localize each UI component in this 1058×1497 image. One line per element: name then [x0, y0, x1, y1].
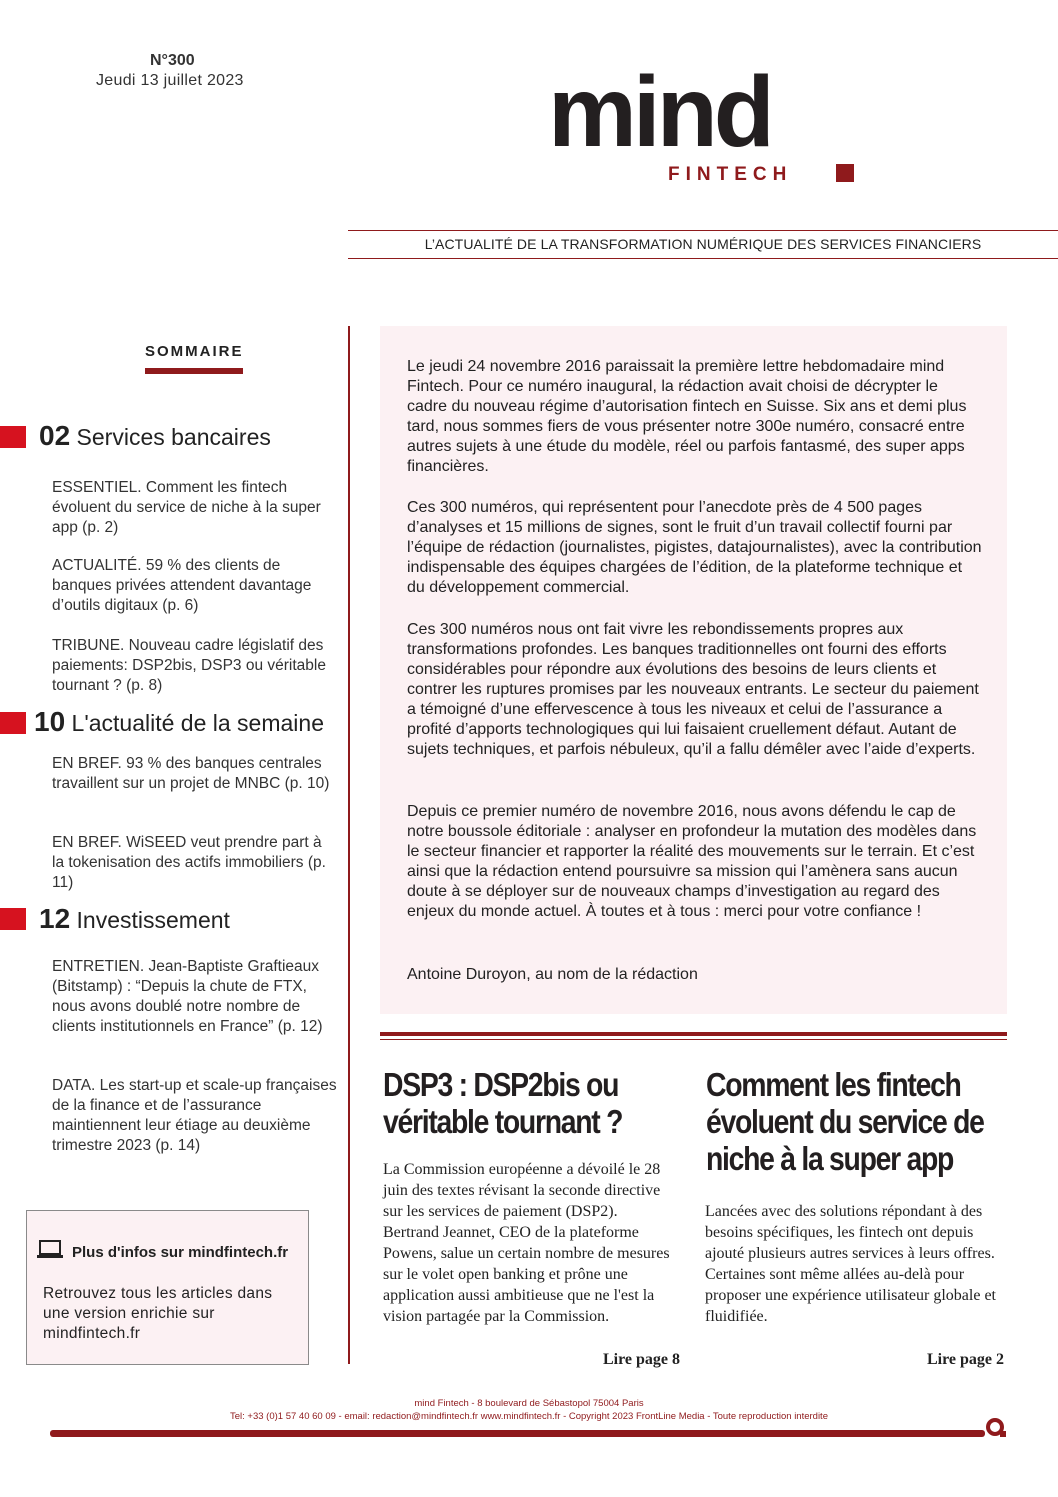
section-heading-actualite[interactable] [34, 706, 324, 738]
column-divider [348, 326, 350, 1364]
footer-bar [50, 1430, 985, 1437]
logo-subtitle: FINTECH [668, 164, 793, 185]
article-headline[interactable]: DSP3 : DSP2bis ou véritable tournant ? [383, 1066, 623, 1140]
editorial-paragraph: Le jeudi 24 novembre 2016 paraissait la première lettre hebdomadaire mind Fintech. Pour ce numéro inaugural, la rédaction avait choisi de décrypter le cadre du nouveau régime d’autorisation fintech en Suisse. Six ans et demi plus tard, nous sommes fiers de vous présenter notre 300e numéro, consacré entre autres sujets à une étude du modèle, réel ou parfois fantasmé, des super apps financières. [407, 358, 967, 475]
article-headline[interactable]: Comment les fintech évoluent du service de niche à la super app [706, 1066, 984, 1177]
editorial-paragraph: Depuis ce premier numéro de novembre 2016, nous avons défendu le cap de notre boussole éditoriale : analyser en profondeur la mutation des modèles dans le secteur financier et rapporter la réalité des mouvements sur le terrain. Et c’est ainsi que la rédaction entend poursuivre sa mission qui l’amènera sans aucun doute à se déployer sur de nouveaux champs d’investigation au regard des enjeux du monde actuel. À toutes et à tous : merci pour votre confiance ! [407, 803, 977, 920]
toc-item[interactable]: DATA. Les start-up et scale-up françaises de la finance et de l’assurance maintiennent leur étiage au deuxième trimestre 2023 (p. 14) [52, 1077, 337, 1154]
issue-date: Jeudi 13 juillet 2023 [96, 72, 244, 89]
section-rule [380, 1032, 1007, 1036]
section-marker-icon [0, 712, 26, 734]
section-title: L'actualité de la semaine [71, 710, 324, 736]
footer-address: mind Fintech - 8 boulevard de Sébastopol 75004 Paris [414, 1398, 644, 1409]
footer-contact[interactable]: Tel: +33 (0)1 57 40 60 09 - email: redaction@mindfintech.fr www.mindfintech.fr - Copyright 2023 FrontLine Media - Toute reproduction interdite [230, 1411, 828, 1422]
toc-item[interactable]: ESSENTIEL. Comment les fintech évoluent du service de niche à la super app (p. 2) [52, 479, 321, 536]
section-number: 02 [39, 420, 71, 451]
article-body: Lancées avec des solutions répondant à des besoins spécifiques, les fintech ont depuis ajouté plusieurs autres services à leurs offres. Certaines sont même allées au-delà pour proposer une expérience utilisateur globale et fluidifiée. [705, 1203, 996, 1325]
section-marker-icon [0, 426, 26, 448]
read-more-link[interactable]: Lire page 2 [927, 1351, 1005, 1368]
tagline: L’ACTUALITÉ DE LA TRANSFORMATION NUMÉRIQUE DES SERVICES FINANCIERS [424, 236, 982, 252]
info-heading[interactable]: Plus d'infos sur mindfintech.fr [72, 1244, 289, 1261]
section-number: 12 [39, 903, 71, 934]
section-title: Investissement [76, 907, 230, 933]
section-heading-investissement[interactable] [39, 903, 230, 935]
tagline-rule-bottom [348, 258, 1058, 259]
tagline-rule-top [348, 230, 1058, 231]
toc-item[interactable]: EN BREF. WiSEED veut prendre part à la tokenisation des actifs immobiliers (p. 11) [52, 834, 326, 891]
section-title: Services bancaires [76, 424, 271, 450]
toc-item[interactable]: ENTRETIEN. Jean-Baptiste Graftieaux (Bitstamp) : “Depuis la chute de FTX, nous avons doublé notre nombre de clients institutionnels en France” (p. 12) [52, 958, 323, 1035]
logo-square-icon [836, 164, 854, 182]
section-number: 10 [34, 706, 66, 737]
sommaire-title: SOMMAIRE [145, 343, 244, 360]
editorial-paragraph: Ces 300 numéros, qui représentent pour l’anecdote près de 4 500 pages d’analyses et 15 millions de signes, sont le fruit d’un travail collectif fourni par l’équipe de rédaction (journalistes, pigistes, datajournalistes), avec la contribution indispensable des équipes chargées de l’édition, de la plateforme technique et du développement commercial. [407, 499, 982, 596]
logo-wordmark: mind [548, 56, 771, 168]
sommaire-underline [145, 368, 243, 374]
toc-item[interactable]: EN BREF. 93 % des banques centrales travaillent sur un projet de MNBC (p. 10) [52, 755, 330, 792]
editorial-signature: Antoine Duroyon, au nom de la rédaction [407, 966, 698, 983]
toc-item[interactable]: TRIBUNE. Nouveau cadre législatif des paiements: DSP2bis, DSP3 ou véritable tournant ? (p. 8) [52, 637, 326, 694]
article-body: La Commission européenne a dévoilé le 28 juin des textes révisant la seconde directive sur les services de paiement (DSP2). Bertrand Jeannet, CEO de la plateforme Powens, salue un certain nombre de mesures sur le volet open banking et prône une application aussi ambitieuse que ne l'est la vision partagée par la Commission. [383, 1161, 670, 1325]
section-marker-icon [0, 908, 26, 930]
info-text: Retrouvez tous les articles dans une version enrichie sur mindfintech.fr [43, 1285, 273, 1342]
logo-mark-icon [985, 1418, 1007, 1438]
editorial-paragraph: Ces 300 numéros nous ont fait vivre les rebondissements propres aux transformations profondes. Les banques traditionnelles ont fourni des efforts considérables pour répondre aux évolutions des besoins de leurs clients et contrer les ruptures promises par les nouveaux entrants. Le secteur du paiement a témoigné d’une effervescence à tous les niveaux et celui de l’assurance a profité d’apports technologiques qui lui faisaient cruellement défaut. Autant de sujets techniques, et parfois nébuleux, qu’il a fallu démêler avec l’aide d’experts. [407, 621, 979, 758]
section-rule-thin [380, 1039, 1007, 1040]
section-heading-services-bancaires[interactable] [39, 420, 271, 452]
toc-item[interactable]: ACTUALITÉ. 59 % des clients de banques privées attendent davantage d’outils digitaux (p. 6) [52, 557, 312, 614]
issue-number: N°300 [150, 52, 195, 69]
laptop-icon [36, 1240, 64, 1260]
read-more-link[interactable]: Lire page 8 [603, 1351, 681, 1368]
